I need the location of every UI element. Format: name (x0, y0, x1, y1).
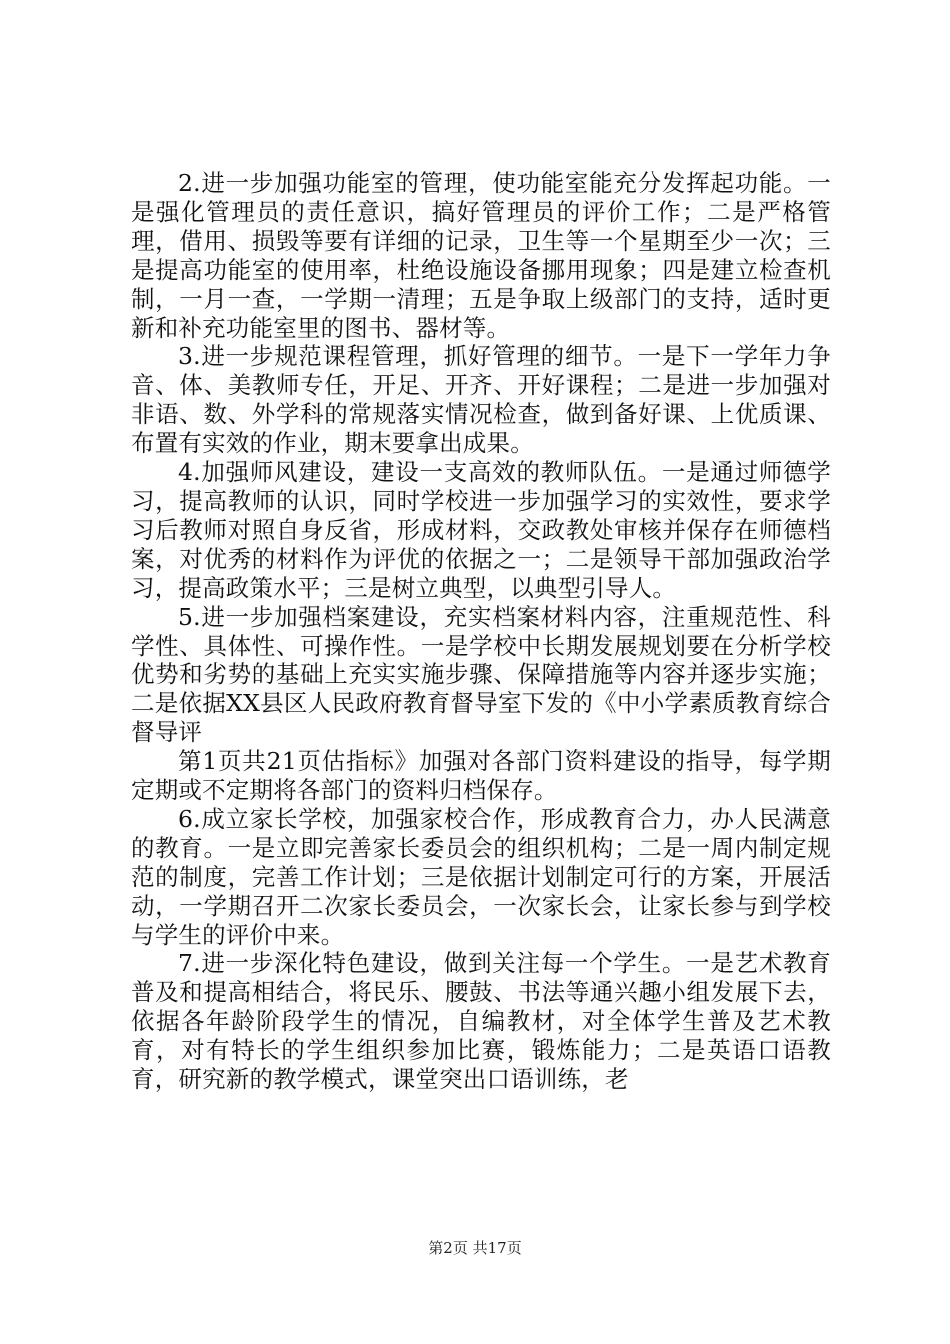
paragraph-teacher-ethics: 4.加强师风建设，建设一支高效的教师队伍。一是通过师德学习，提高教师的认识，同时学校进一步加强学习的实效性，要求学习后教师对照自身反省，形成材料，交政教处审核并保存在师德档案，对优秀的材料作为评优的依据之一；二是领导干部加强政治学习，提高政策水平；三是树立典型，以典型引导人。 (131, 458, 831, 602)
paragraph-archives: 5.进一步加强档案建设，充实档案材料内容，注重规范性、科学性、具体性、可操作性。一是学校中长期发展规划要在分析学校优势和劣势的基础上充实实施步骤、保障措施等内容并逐步实施；二是依据XX县区人民政府教育督导室下发的《中小学素质教育综合督导评 (131, 602, 831, 747)
paragraph-parent-school: 6.成立家长学校，加强家校合作，形成教育合力，办人民满意的教育。一是立即完善家长委员会的组织机构；二是一周内制定规范的制度，完善工作计划；三是依据计划制定可行的方案，开展活动，一学期召开二次家长委员会，一次家长会，让家长参与到学校与学生的评价中来。 (131, 804, 831, 949)
paragraph-functional-rooms: 2.进一步加强功能室的管理，使功能室能充分发挥起功能。一是强化管理员的责任意识，搞好管理员的评价工作；二是严格管理，借用、损毁等要有详细的记录，卫生等一个星期至少一次；三是提高功能室的使用率，杜绝设施设备挪用现象；四是建立检查机制，一月一查，一学期一清理；五是争取上级部门的支持，适时更新和补充功能室里的图书、器材等。 (131, 169, 831, 342)
paragraph-curriculum: 3.进一步规范课程管理，抓好管理的细节。一是下一学年力争音、体、美教师专任，开足、开齐、开好课程；二是进一步加强对非语、数、外学科的常规落实情况检查，做到备好课、上优质课、布置有实效的作业，期末要拿出成果。 (131, 342, 831, 458)
paragraph-archives-continued: 第1页共21页估指标》加强对各部门资料建设的指导，每学期定期或不定期将各部门的资料归档保存。 (131, 747, 831, 805)
page-footer: 第2页 共17页 (428, 1239, 522, 1257)
document-body (131, 169, 831, 1094)
paragraph-special-features: 7.进一步深化特色建设，做到关注每一个学生。一是艺术教育普及和提高相结合，将民乐、腰鼓、书法等通兴趣小组发展下去，依据各年龄阶段学生的情况，自编教材，对全体学生普及艺术教育，对有特长的学生组织参加比赛，锻炼能力；二是英语口语教育，研究新的教学模式，课堂突出口语训练，老 (131, 949, 831, 1094)
